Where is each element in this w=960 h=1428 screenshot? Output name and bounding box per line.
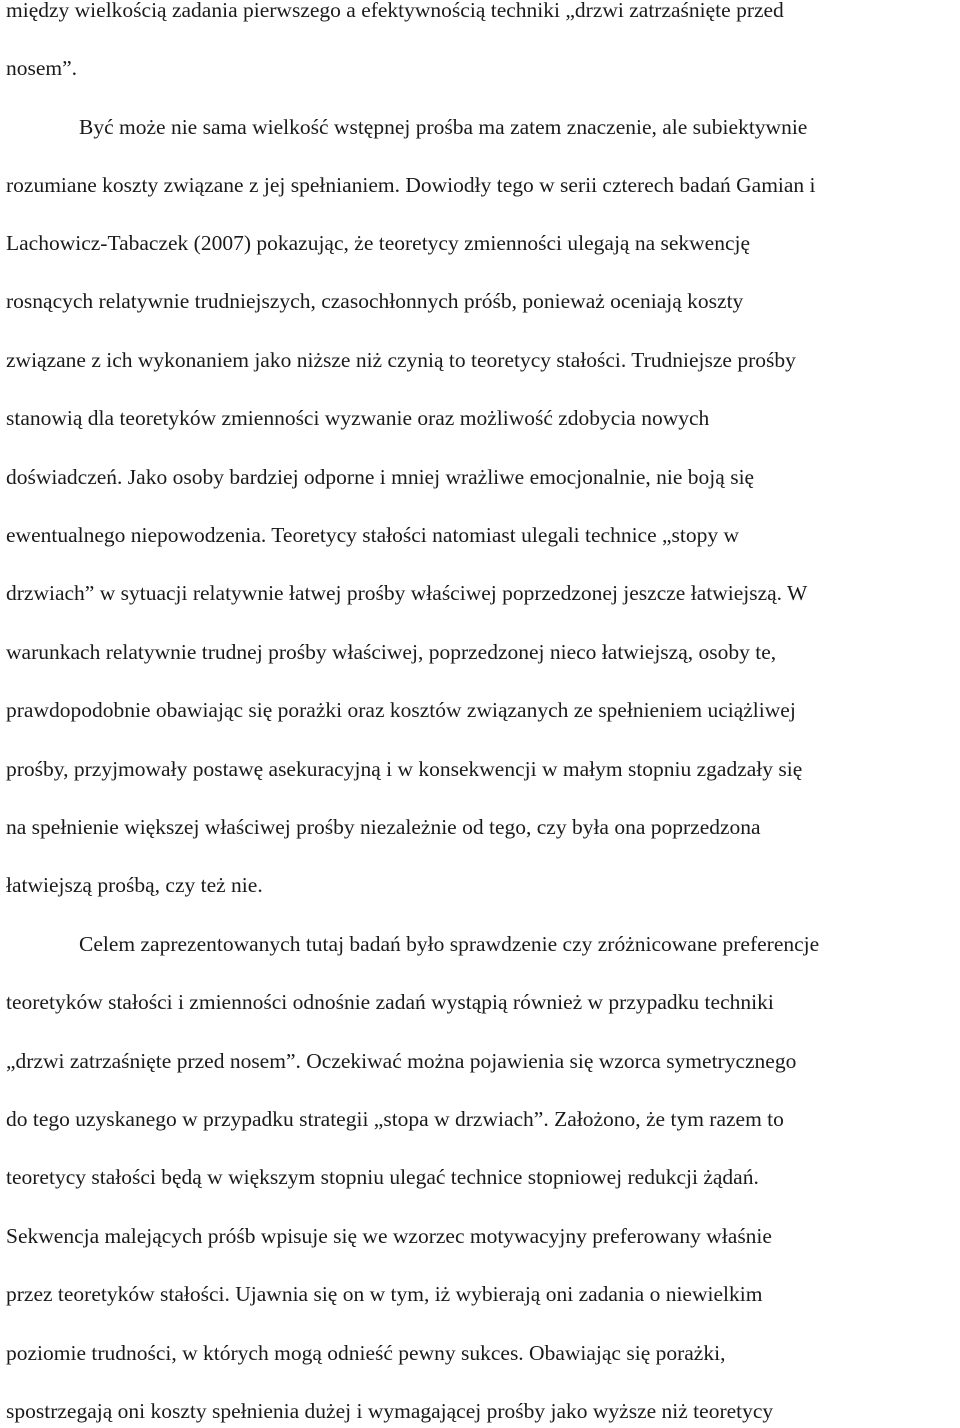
text-line: teoretyków stałości i zmienności odnośnie zadań wystąpią również w przypadku techniki [6,990,774,1014]
text-line: Być może nie sama wielkość wstępnej prośba ma zatem znaczenie, ale subiektywnie [79,115,808,139]
text-line: spostrzegają oni koszty spełnienia dużej i wymagającej prośby jako wyższe niż teoretycy [6,1399,774,1423]
text-line: związane z ich wykonaniem jako niższe niż czynią to teoretycy stałości. Trudniejsze prośby [6,348,796,372]
text-line: łatwiejszą prośbą, czy też nie. [6,873,263,897]
text-line: Sekwencja malejących próśb wpisuje się we wzorzec motywacyjny preferowany właśnie [6,1224,772,1248]
text-line: rosnących relatywnie trudniejszych, czasochłonnych próśb, ponieważ oceniają koszty [6,289,744,313]
text-line: ewentualnego niepowodzenia. Teoretycy stałości natomiast ulegali technice „stopy w [6,523,740,547]
text-line: poziomie trudności, w których mogą odnieść pewny sukces. Obawiając się porażki, [6,1341,726,1365]
text-line: stanowią dla teoretyków zmienności wyzwanie oraz możliwość zdobycia nowych [6,406,710,430]
text-line: „drzwi zatrzaśnięte przed nosem”. Oczekiwać można pojawienia się wzorca symetrycznego [6,1049,797,1073]
text-line: do tego uzyskanego w przypadku strategii „stopa w drzwiach”. Założono, że tym razem to [6,1107,784,1131]
text-line: rozumiane koszty związane z jej spełnianiem. Dowiodły tego w serii czterech badań Gamian i [6,173,816,197]
text-line: między wielkością zadania pierwszego a efektywnością techniki „drzwi zatrzaśnięte przed [6,0,784,22]
text-line: warunkach relatywnie trudnej prośby właściwej, poprzedzonej nieco łatwiejszą, osoby te, [6,640,777,664]
text-line: drzwiach” w sytuacji relatywnie łatwej prośby właściwej poprzedzonej jeszcze łatwiejszą. W [6,581,808,605]
text-line: prawdopodobnie obawiając się porażki oraz kosztów związanych ze spełnieniem uciążliwej [6,698,796,722]
text-line: teoretycy stałości będą w większym stopniu ulegać technice stopniowej redukcji żądań. [6,1165,759,1189]
text-line: nosem”. [6,56,78,80]
text-line: przez teoretyków stałości. Ujawnia się on w tym, iż wybierają oni zadania o niewielkim [6,1282,763,1306]
text-line: doświadczeń. Jako osoby bardziej odporne i mniej wrażliwe emocjonalnie, nie boją się [6,465,755,489]
text-line: prośby, przyjmowały postawę asekuracyjną i w konsekwencji w małym stopniu zgadzały się [6,757,803,781]
text-line: Lachowicz-Tabaczek (2007) pokazując, że teoretycy zmienności ulegają na sekwencję [6,231,751,255]
text-line: Celem zaprezentowanych tutaj badań było sprawdzenie czy zróżnicowane preferencje [79,932,820,956]
text-line: na spełnienie większej właściwej prośby niezależnie od tego, czy była ona poprzedzona [6,815,761,839]
